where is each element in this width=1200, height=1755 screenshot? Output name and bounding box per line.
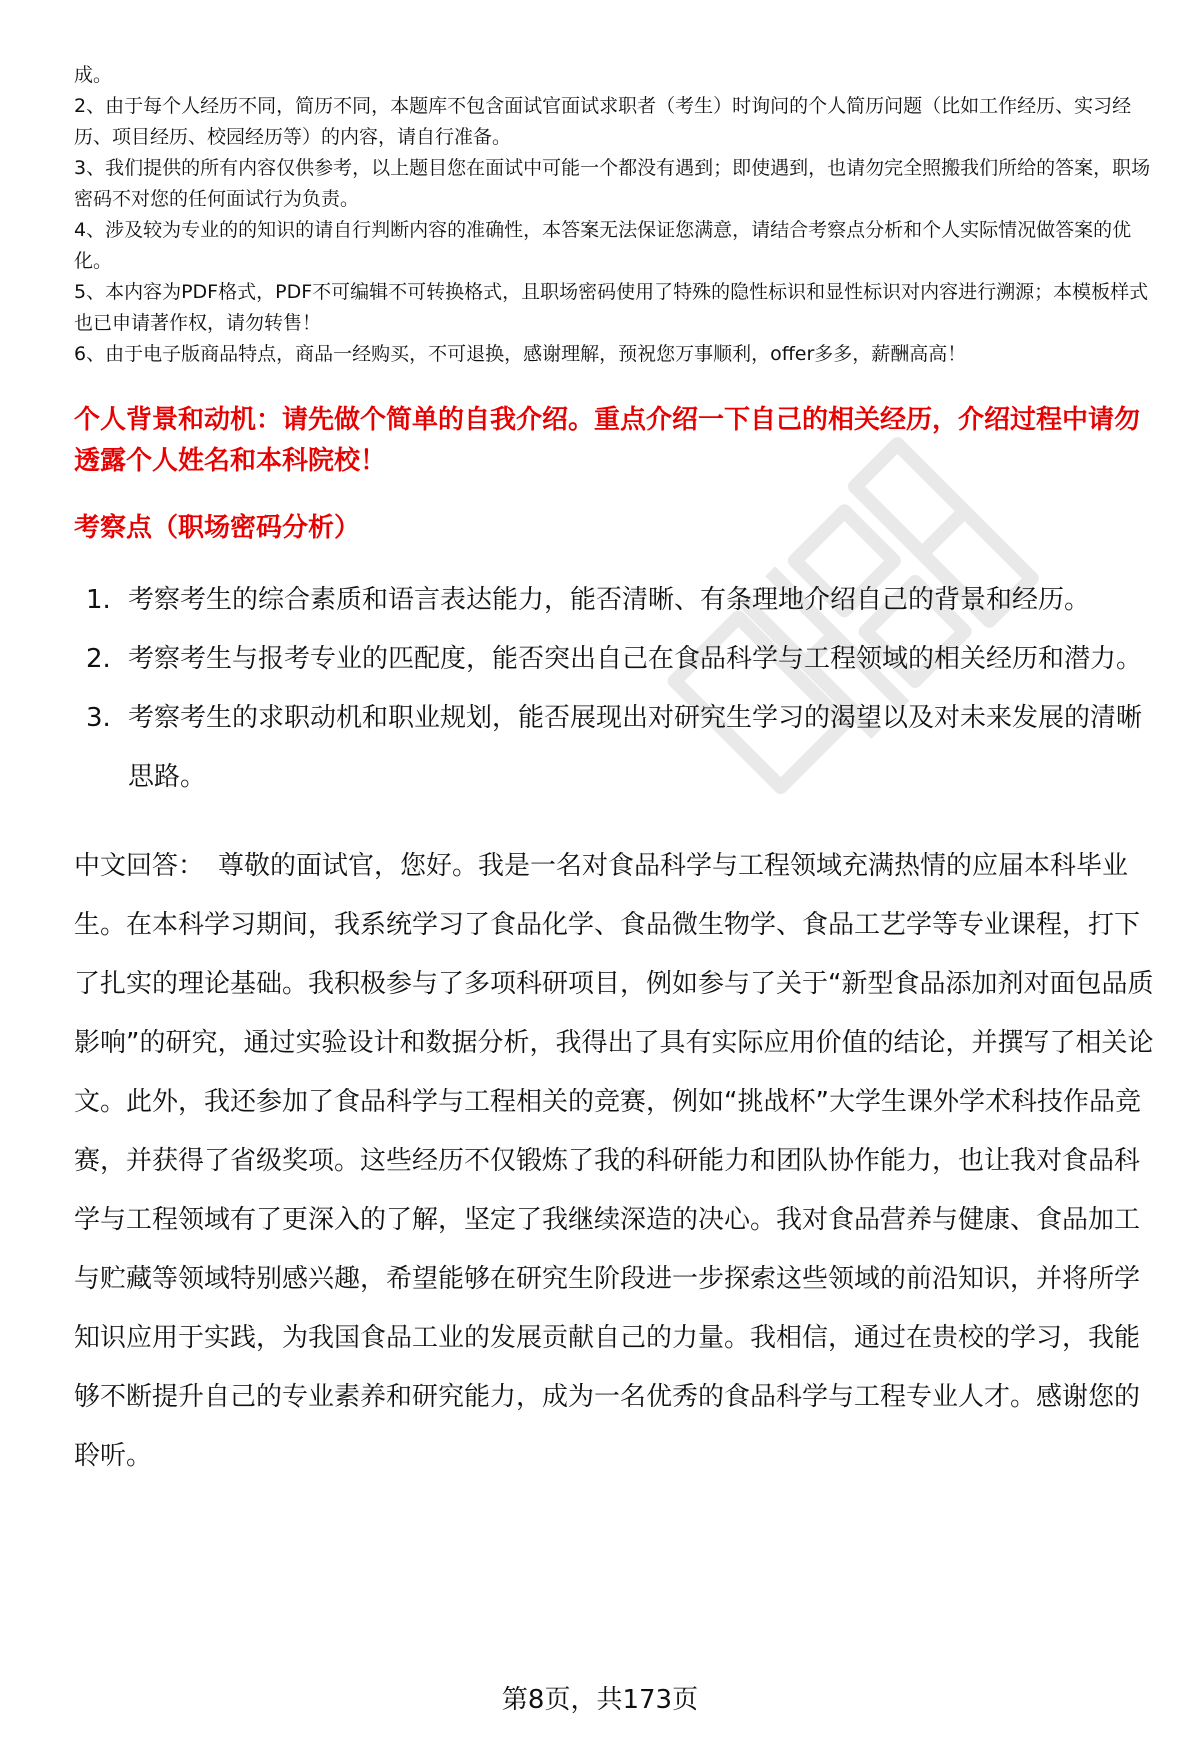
list-item-number: 3. <box>86 703 111 733</box>
page-footer: 第8页，共173页 <box>501 1685 699 1715</box>
answer-text: 尊敬的面试官，您好。我是一名对食品科学与工程领域充满热情的应届本科毕业生。在本科学习期间，我系统学习了食品化学、食品微生物学、食品工艺学等专业课程，打下了扎实的理论基础。我积极参与了多项科研项目，例如参与了关于“新型食品添加剂对面包品质影响”的研究，通过实验设计和数据分析，我得出了具有实际应用价值的结论，并撰写了相关论文。此外，我还参加了食品科学与工程相关的竞赛，例如“挑战杯”大学生课外学术科技作品竞赛，并获得了省级奖项。这些经历不仅锻炼了我的科研能力和团队协作能力，也让我对食品科学与工程领域有了更深入的了解，坚定了我继续深造的决心。我对食品营养与健康、食品加工与贮藏等领域特别感兴趣，希望能够在研究生阶段进一步探索这些领域的前沿知识，并将所学知识应用于实践，为我国食品工业的发展贡献自己的力量。我相信，通过在贵校的学习，我能够不断提升自己的专业素养和研究能力，成为一名优秀的食品科学与工程专业人才。感谢您的聆听。 <box>74 851 1154 1471</box>
notice-line: 3、我们提供的所有内容仅供参考，以上题目您在面试中可能一个都没有遇到；即使遇到，也请勿完全照搬我们所给的答案，职场密码不对您的任何面试行为负责。 <box>74 157 1151 210</box>
notice-line: 2、由于每个人经历不同，简历不同，本题库不包含面试官面试求职者（考生）时询问的个人简历问题（比如工作经历、实习经历、项目经历、校园经历等）的内容，请自行准备。 <box>74 95 1132 148</box>
assessment-points <box>74 571 1154 807</box>
list-item <box>74 571 1154 630</box>
notice-line: 成。 <box>74 64 113 86</box>
answer-paragraph <box>74 837 1154 1486</box>
list-item-number: 2. <box>86 644 111 674</box>
notice-line: 6、由于电子版商品特点，商品一经购买，不可退换，感谢理解，预祝您万事顺利，offer多多，薪酬高高！ <box>74 343 967 365</box>
list-item <box>74 630 1154 689</box>
notice-line: 4、涉及较为专业的的知识的请自行判断内容的准确性，本答案无法保证您满意，请结合考察点分析和个人实际情况做答案的优化。 <box>74 219 1132 272</box>
list-item <box>74 689 1154 807</box>
notice-line: 5、本内容为PDF格式，PDF不可编辑不可转换格式，且职场密码使用了特殊的隐性标识和显性标识对内容进行溯源；本模板样式也已申请著作权，请勿转售！ <box>74 281 1149 334</box>
section-heading: 考察点（职场密码分析） <box>74 513 361 543</box>
notice-list <box>74 60 1154 370</box>
list-item-text: 考察考生的求职动机和职业规划，能否展现出对研究生学习的渴望以及对未来发展的清晰思路。 <box>128 703 1143 792</box>
list-item-text: 考察考生的综合素质和语言表达能力，能否清晰、有条理地介绍自己的背景和经历。 <box>128 585 1091 615</box>
list-item-text: 考察考生与报考专业的匹配度，能否突出自己在食品科学与工程领域的相关经历和潜力。 <box>128 644 1143 674</box>
answer-label: 中文回答： <box>74 851 205 881</box>
document-page <box>74 60 1154 1486</box>
list-item-number: 1. <box>86 585 111 615</box>
interview-question: 个人背景和动机：请先做个简单的自我介绍。重点介绍一下自己的相关经历，介绍过程中请勿透露个人姓名和本科院校！ <box>74 405 1141 476</box>
